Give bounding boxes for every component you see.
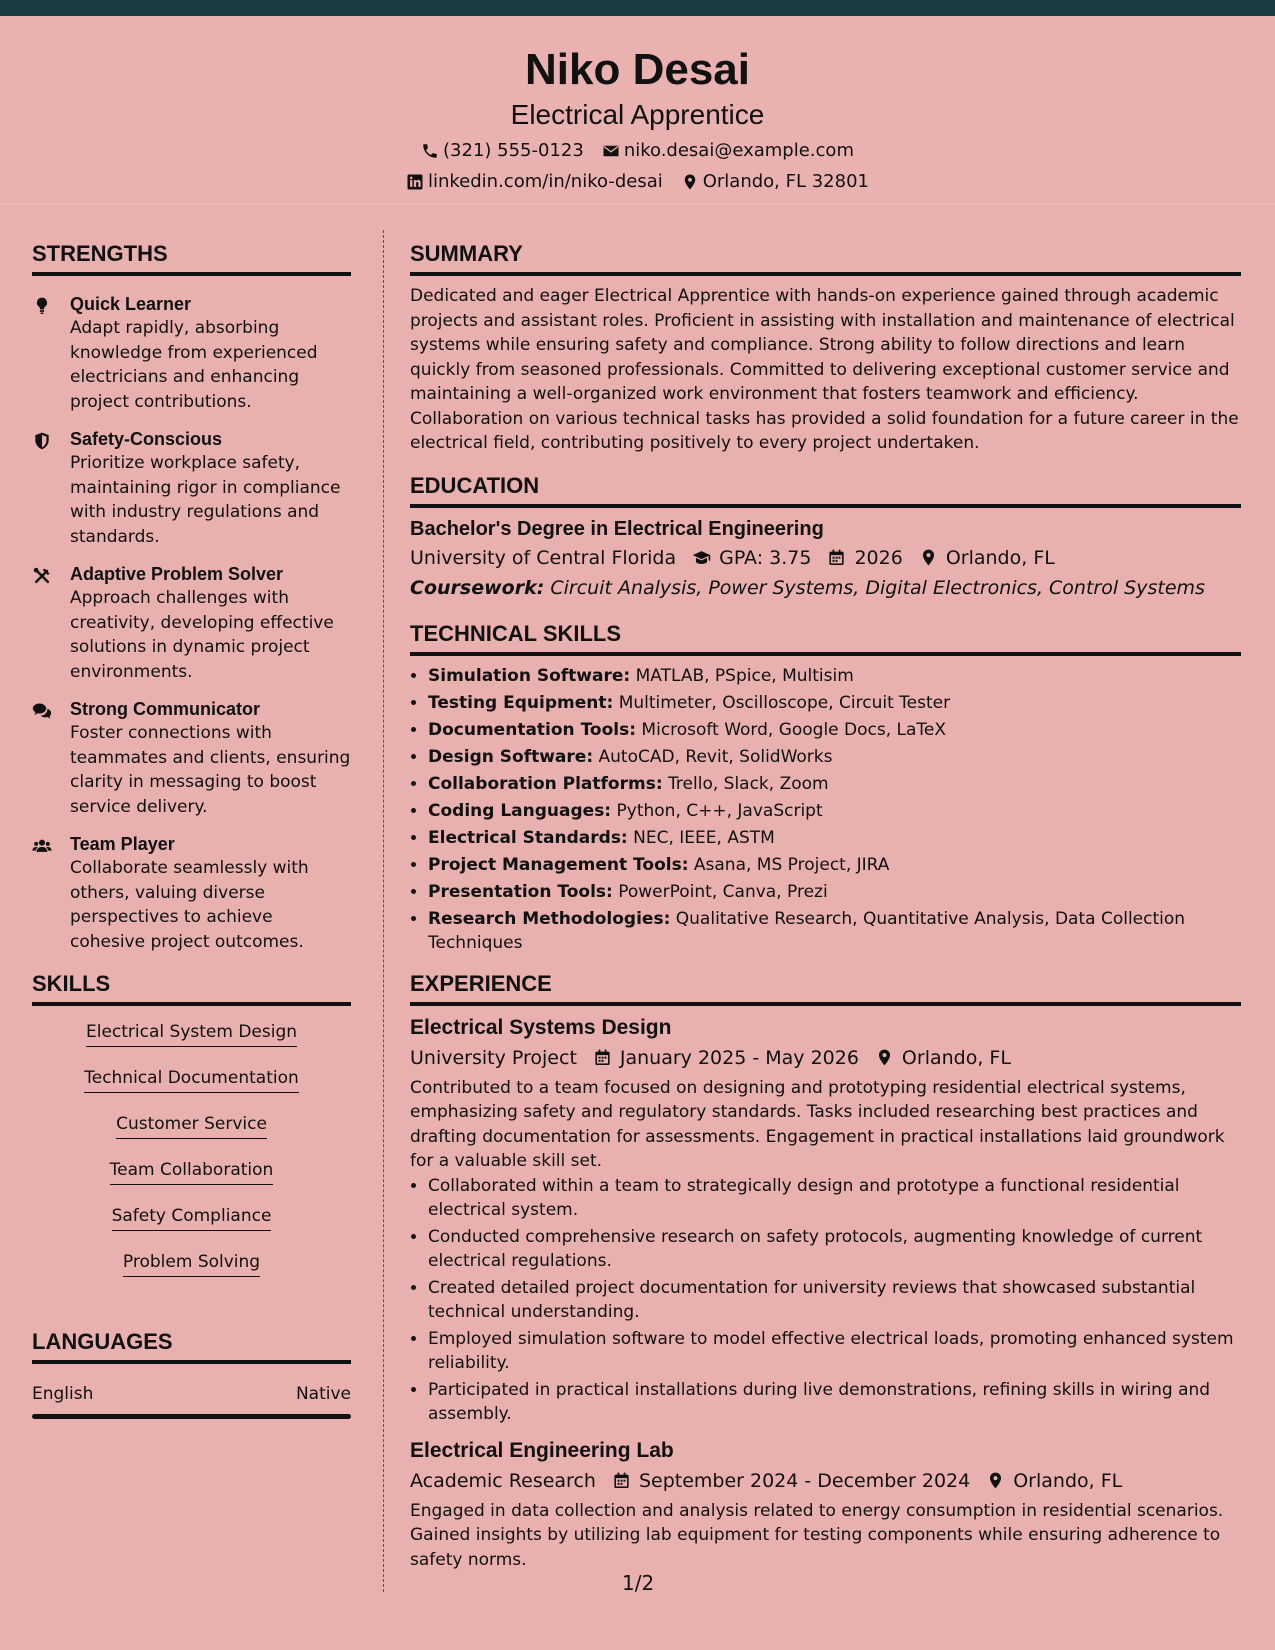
contact-email[interactable] bbox=[602, 139, 854, 163]
job-meta bbox=[410, 1044, 1241, 1072]
strength-title: Adaptive Problem Solver bbox=[70, 564, 284, 584]
strength-item bbox=[32, 427, 351, 549]
phone-text: (321) 555-0123 bbox=[443, 140, 584, 161]
strength-title: Quick Learner bbox=[70, 294, 192, 314]
experience-entry bbox=[410, 1437, 1241, 1573]
top-accent-bar bbox=[0, 0, 1275, 16]
job-bullets bbox=[410, 1174, 1241, 1427]
phone-icon bbox=[421, 142, 439, 160]
language-proficiency-bar bbox=[32, 1414, 351, 1419]
summary-text: Dedicated and eager Electrical Apprentice with hands-on experience gained through academic projects and assistant roles. Proficient in assisting with installation and maintenance of electrical systems while ensuring safety and compliance. Strong ability to follow directions and learn quickly from seasoned professionals. Committed to delivering exceptional customer service and maintaining a well-organized work environment that fosters teamwork and efficiency. Collaboration on various technical tasks has provided a solid foundation for a future career in the electrical field, contributing positively to every project undertaken. bbox=[410, 286, 1239, 453]
language-row bbox=[32, 1372, 351, 1406]
languages-heading: LANGUAGES bbox=[32, 1328, 351, 1364]
lightbulb-icon bbox=[32, 296, 52, 316]
list-item: • Collaboration Platforms: Trello, Slack, Zoom bbox=[428, 772, 1241, 797]
comments-icon bbox=[32, 701, 52, 721]
strength-title: Team Player bbox=[70, 834, 175, 854]
list-item: • Documentation Tools: Microsoft Word, Google Docs, LaTeX bbox=[428, 718, 1241, 743]
job-meta bbox=[410, 1467, 1241, 1495]
envelope-icon bbox=[602, 142, 620, 160]
technical-skills-list bbox=[410, 664, 1241, 956]
job-description: Engaged in data collection and analysis related to energy consumption in residential scenarios. Gained insights by utilizing lab equipment for testing components while ensuring adherence to safety norms. bbox=[410, 1500, 1224, 1570]
list-item: • Conducted comprehensive research on safety protocols, augmenting knowledge of current electrical regulations. bbox=[428, 1225, 1241, 1274]
skill-tag: Problem Solving bbox=[123, 1250, 260, 1277]
list-item: • Simulation Software: MATLAB, PSpice, Multisim bbox=[428, 664, 1241, 689]
skill-tag: Team Collaboration bbox=[110, 1158, 274, 1185]
list-item: • Created detailed project documentation for university reviews that showcased substantial technical understanding. bbox=[428, 1276, 1241, 1325]
education-gpa: GPA: 3.75 bbox=[719, 546, 812, 569]
calendar-icon bbox=[612, 1471, 631, 1490]
education-coursework bbox=[410, 574, 1241, 602]
experience-entry bbox=[410, 1014, 1241, 1427]
strength-desc: Collaborate seamlessly with others, valuing diverse perspectives to achieve cohesive project outcomes. bbox=[70, 858, 309, 952]
strength-title: Safety-Conscious bbox=[70, 429, 223, 449]
experience-heading: EXPERIENCE bbox=[410, 970, 1241, 1006]
strength-desc: Adapt rapidly, absorbing knowledge from experienced electricians and enhancing project contributions. bbox=[70, 318, 318, 412]
column-divider bbox=[383, 230, 384, 1592]
skill-tag: Electrical System Design bbox=[86, 1020, 297, 1047]
education-year: 2026 bbox=[854, 546, 903, 569]
list-item: • Participated in practical installations during live demonstrations, refining skills in wiring and assembly. bbox=[428, 1378, 1241, 1427]
candidate-title: Electrical Apprentice bbox=[510, 99, 765, 130]
strength-item bbox=[32, 562, 351, 684]
linkedin-icon bbox=[406, 173, 424, 191]
contact-line-1 bbox=[0, 139, 1275, 163]
job-title: Electrical Engineering Lab bbox=[410, 1438, 674, 1462]
language-name: English bbox=[32, 1384, 94, 1404]
strength-desc: Foster connections with teammates and clients, ensuring clarity in messaging to boost service delivery. bbox=[70, 723, 351, 817]
strength-item bbox=[32, 697, 351, 819]
candidate-name: Niko Desai bbox=[525, 45, 750, 94]
job-org: University Project bbox=[410, 1046, 577, 1069]
education-meta bbox=[410, 544, 1241, 572]
map-marker-icon bbox=[919, 548, 938, 567]
map-marker-icon bbox=[681, 173, 699, 191]
skill-tag: Customer Service bbox=[116, 1112, 267, 1139]
calendar-icon bbox=[827, 548, 846, 567]
calendar-icon bbox=[593, 1048, 612, 1067]
job-title: Electrical Systems Design bbox=[410, 1015, 672, 1039]
list-item: • Coding Languages: Python, C++, JavaScript bbox=[428, 799, 1241, 824]
skill-tag: Safety Compliance bbox=[112, 1204, 272, 1231]
coursework-text: Circuit Analysis, Power Systems, Digital Electronics, Control Systems bbox=[550, 576, 1205, 599]
strength-title: Strong Communicator bbox=[70, 699, 261, 719]
map-marker-icon bbox=[986, 1471, 1005, 1490]
linkedin-text: linkedin.com/in/niko-desai bbox=[427, 171, 663, 192]
right-column bbox=[410, 240, 1241, 1572]
education-school: University of Central Florida bbox=[410, 546, 677, 569]
skills-list bbox=[32, 1014, 351, 1296]
email-text: niko.desai@example.com bbox=[623, 140, 854, 161]
graduation-cap-icon bbox=[692, 548, 711, 567]
resume-header bbox=[0, 16, 1275, 205]
education-location: Orlando, FL bbox=[945, 546, 1055, 569]
map-marker-icon bbox=[875, 1048, 894, 1067]
contact-line-2 bbox=[0, 170, 1275, 194]
users-icon bbox=[32, 836, 52, 856]
strength-desc: Approach challenges with creativity, developing effective solutions in dynamic project environments. bbox=[70, 588, 334, 682]
job-description: Contributed to a team focused on designing and prototyping residential electrical systems, emphasizing safety and regulatory standards. Tasks included researching best practices and drafting documentation for assessments. Engagement in practical installations laid groundwork for a valuable skill set. bbox=[410, 1077, 1225, 1171]
contact-location bbox=[681, 170, 869, 194]
skill-tag: Technical Documentation bbox=[84, 1066, 299, 1093]
left-column bbox=[32, 240, 351, 1419]
skills-heading: SKILLS bbox=[32, 970, 351, 1006]
coursework-label: Coursework: bbox=[410, 576, 545, 599]
location-text: Orlando, FL 32801 bbox=[702, 171, 869, 192]
list-item: • Electrical Standards: NEC, IEEE, ASTM bbox=[428, 826, 1241, 851]
list-item: • Employed simulation software to model effective electrical loads, promoting enhanced system reliability. bbox=[428, 1327, 1241, 1376]
strength-desc: Prioritize workplace safety, maintaining rigor in compliance with industry regulations and standards. bbox=[70, 453, 341, 547]
strengths-list bbox=[32, 284, 351, 954]
job-location: Orlando, FL bbox=[1013, 1469, 1123, 1492]
list-item: • Collaborated within a team to strategically design and prototype a functional residential electrical system. bbox=[428, 1174, 1241, 1223]
contact-linkedin[interactable] bbox=[406, 170, 663, 194]
education-degree: Bachelor's Degree in Electrical Engineering bbox=[410, 517, 824, 540]
contact-phone[interactable] bbox=[421, 139, 584, 163]
language-level: Native bbox=[295, 1384, 351, 1404]
strengths-heading: STRENGTHS bbox=[32, 240, 351, 276]
strength-item bbox=[32, 292, 351, 414]
list-item: • Presentation Tools: PowerPoint, Canva, Prezi bbox=[428, 880, 1241, 905]
job-dates: September 2024 - December 2024 bbox=[638, 1469, 971, 1492]
job-org: Academic Research bbox=[410, 1469, 596, 1492]
list-item: • Research Methodologies: Qualitative Research, Quantitative Analysis, Data Collection Techniques bbox=[428, 907, 1241, 956]
list-item: • Design Software: AutoCAD, Revit, SolidWorks bbox=[428, 745, 1241, 770]
job-dates: January 2025 - May 2026 bbox=[619, 1046, 859, 1069]
page-number: 1/2 bbox=[622, 1571, 655, 1595]
list-item: • Testing Equipment: Multimeter, Oscilloscope, Circuit Tester bbox=[428, 691, 1241, 716]
shield-icon bbox=[32, 431, 52, 451]
education-heading: EDUCATION bbox=[410, 472, 1241, 508]
technical-skills-heading: TECHNICAL SKILLS bbox=[410, 620, 1241, 656]
summary-heading: SUMMARY bbox=[410, 240, 1241, 276]
strength-item bbox=[32, 832, 351, 954]
job-location: Orlando, FL bbox=[901, 1046, 1011, 1069]
list-item: • Project Management Tools: Asana, MS Project, JIRA bbox=[428, 853, 1241, 878]
tools-icon bbox=[32, 566, 52, 586]
